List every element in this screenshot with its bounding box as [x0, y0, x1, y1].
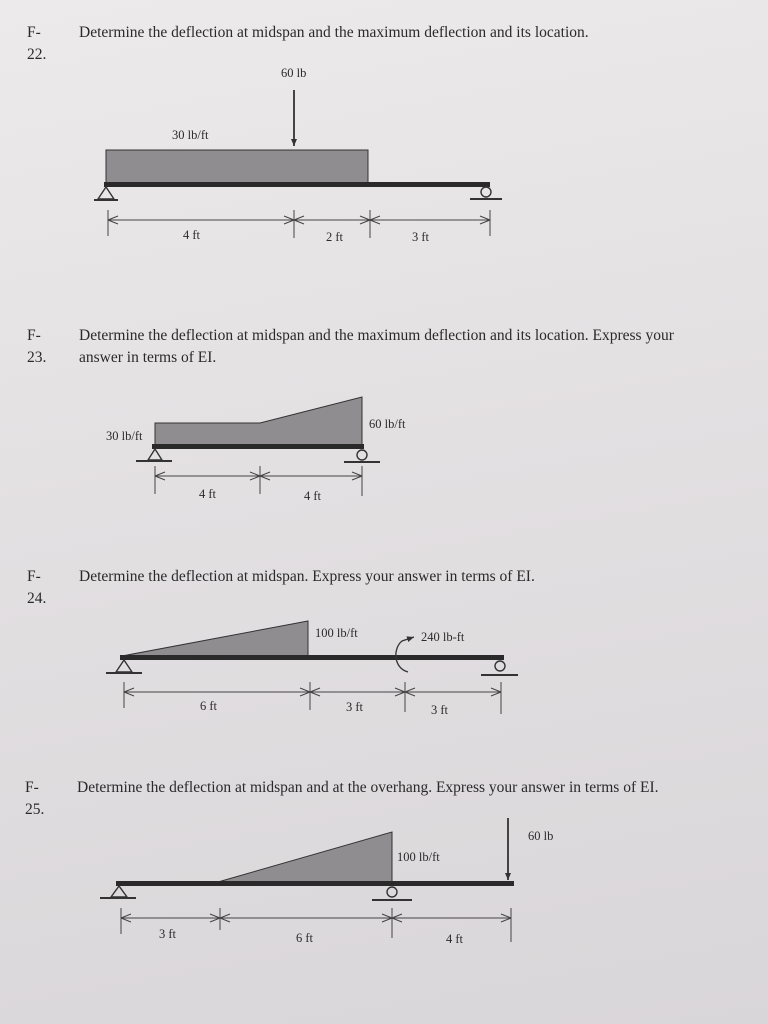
- dim-label: 6 ft: [296, 931, 314, 945]
- point-load-label: 60 lb: [281, 66, 307, 80]
- pin-support: [94, 187, 118, 200]
- moment-arrow: [396, 637, 414, 672]
- roller-support: [470, 187, 502, 199]
- figure-f23: [106, 397, 406, 503]
- problem-number: F-22.: [27, 24, 47, 63]
- distributed-load-triangle: [122, 621, 308, 656]
- distributed-load-label: 30 lb/ft: [172, 128, 209, 142]
- distributed-load-triangle: [218, 832, 392, 882]
- beam: [120, 655, 504, 660]
- moment-label: 240 lb-ft: [421, 630, 465, 644]
- beam: [104, 182, 490, 187]
- figure-f24: [106, 621, 518, 717]
- problem-statement-line2: answer in terms of EI.: [79, 349, 217, 366]
- figure-f22: [94, 66, 502, 244]
- dim-label: 4 ft: [446, 932, 464, 946]
- problem-number: F-23.: [27, 327, 47, 366]
- dim-label: 4 ft: [183, 228, 201, 242]
- dim-label: 3 ft: [412, 230, 430, 244]
- dim-label: 3 ft: [431, 703, 449, 717]
- dimension-line: [155, 466, 362, 496]
- beam: [116, 881, 514, 886]
- problem-number: F-24.: [27, 568, 47, 607]
- pin-support: [136, 449, 172, 461]
- dim-label: 4 ft: [304, 489, 322, 503]
- load-right-label: 60 lb/ft: [369, 417, 406, 431]
- distributed-load-label: 100 lb/ft: [397, 850, 440, 864]
- problem-statement: Determine the deflection at midspan and at the overhang. Express your answer in terms of EI.: [77, 779, 659, 796]
- figure-f25: [100, 818, 553, 946]
- problem-statement: Determine the deflection at midspan. Express your answer in terms of EI.: [79, 568, 535, 585]
- load-left-label: 30 lb/ft: [106, 429, 143, 443]
- dimension-line: [108, 210, 490, 238]
- distributed-load-label: 100 lb/ft: [315, 626, 358, 640]
- roller-support: [481, 661, 518, 675]
- pin-support: [106, 660, 142, 673]
- problem-number: F-25.: [25, 779, 45, 818]
- problem-statement: Determine the deflection at midspan and the maximum deflection and its location.: [79, 24, 589, 41]
- pin-support: [100, 886, 136, 898]
- distributed-load-trapezoid: [155, 397, 362, 445]
- dim-label: 3 ft: [346, 700, 364, 714]
- beam: [152, 444, 364, 449]
- dim-label: 2 ft: [326, 230, 344, 244]
- point-load-label: 60 lb: [528, 829, 554, 843]
- dim-label: 4 ft: [199, 487, 217, 501]
- dim-label: 3 ft: [159, 927, 177, 941]
- roller-support: [372, 887, 412, 900]
- roller-support: [344, 450, 380, 462]
- dim-label: 6 ft: [200, 699, 218, 713]
- distributed-load-block: [106, 150, 368, 183]
- problem-statement-line1: Determine the deflection at midspan and the maximum deflection and its location. Express your: [79, 327, 674, 344]
